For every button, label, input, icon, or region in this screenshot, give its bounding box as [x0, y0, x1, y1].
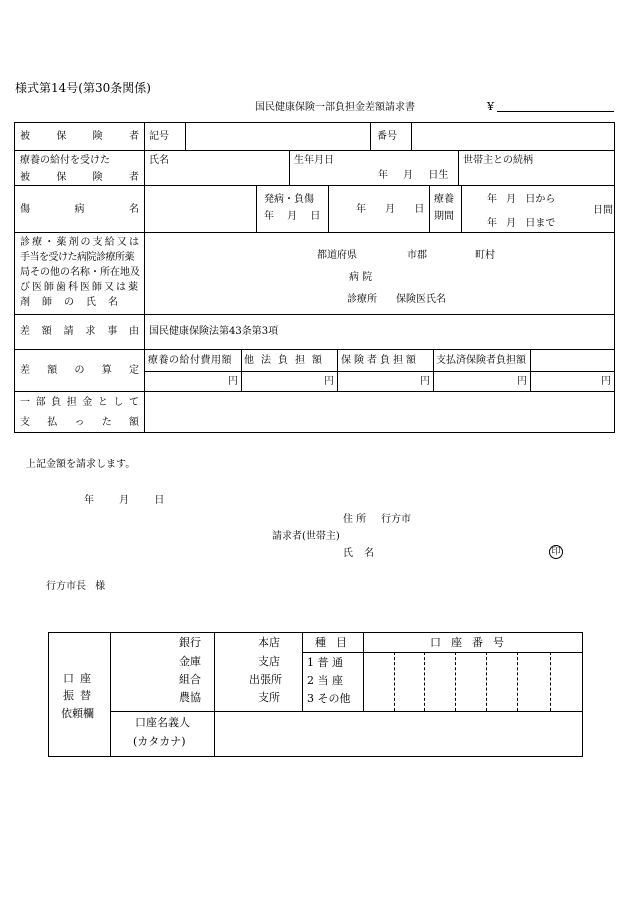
injury-label: 傷 病 名: [20, 204, 139, 215]
doctor-label: 保険医氏名: [396, 294, 446, 305]
provider-label-line4: び医師歯科医師又は薬: [20, 282, 140, 293]
institution-type-bank: 銀行: [179, 636, 201, 649]
bank-label-line3: 依頼欄: [61, 707, 94, 720]
addressee: 行方市長 様: [46, 581, 106, 592]
account-holder-field[interactable]: [215, 712, 581, 756]
address-value: 行方市: [381, 514, 411, 525]
kigou-field[interactable]: [186, 124, 369, 149]
insured-label: 被 保 険 者: [20, 131, 139, 142]
address-label: 住 所: [343, 514, 367, 525]
form-code: 様式第14号(第30条関係): [15, 81, 151, 95]
calc-label: 差 額 の 算 定: [20, 365, 139, 376]
branch-type-shiten: 支店: [258, 655, 280, 668]
reason-value: 国民健康保険法第43条第3項: [149, 326, 279, 337]
birth-date-label: 生年月日: [294, 155, 334, 166]
seal-mark: 印: [549, 545, 563, 559]
holder-label-line1: 口座名義人: [135, 716, 190, 729]
reason-label: 差 額 請 求 事 由: [20, 326, 139, 337]
clinic-label: 診療所: [347, 294, 377, 305]
name-label: 氏名: [149, 155, 169, 166]
calc-header-insurer: 保険者負担額: [341, 355, 419, 366]
institution-type-kinko: 金庫: [179, 655, 201, 668]
recipient-name-field[interactable]: [145, 167, 288, 184]
hospital-label: 病 院: [349, 272, 373, 283]
insurer-amount-field[interactable]: [338, 372, 432, 390]
calc-unit-3: 円: [420, 376, 430, 387]
bank-transfer-box: [48, 632, 583, 757]
provider-label-line5: 剤師の氏名: [20, 297, 130, 308]
account-type-other[interactable]: 3 その他: [307, 692, 351, 705]
recipient-label-line1: 療養の給付を受けた: [20, 155, 110, 166]
provider-label-line1: 診 療 ・ 薬 剤 の 支 給 又 は: [20, 237, 139, 248]
birth-date-format: 年 月 日生: [378, 170, 449, 181]
calc-header-other: 他法負担額: [244, 355, 329, 366]
bank-label-line1: 口座: [63, 672, 97, 685]
period-from-format: 年 月 日から: [487, 194, 556, 205]
period-days: 日間: [593, 205, 613, 216]
town-label: 町村: [475, 250, 495, 261]
prefecture-label: 都道府県: [317, 250, 357, 261]
calc-unit-1: 円: [228, 376, 238, 387]
account-number-header: 口座番号: [430, 636, 514, 649]
institution-type-nokyo: 農協: [179, 691, 201, 704]
other-amount-field[interactable]: [242, 372, 336, 390]
form-title: 国民健康保険一部負担金差額請求書: [255, 102, 415, 113]
name-label: 氏 名: [343, 548, 375, 559]
account-number-field[interactable]: [364, 653, 581, 710]
branch-type-shisho: 支所: [258, 691, 280, 704]
paid-insurer-amount-field[interactable]: [434, 372, 529, 390]
holder-label-line2: (カタカナ): [133, 735, 186, 748]
kigou-label: 記号: [149, 131, 169, 142]
branch-name-field[interactable]: [216, 634, 248, 710]
bank-label-line2: 振替: [63, 689, 97, 702]
injury-name-field[interactable]: [145, 186, 255, 231]
claim-amount-field[interactable]: [500, 100, 612, 112]
account-type-header: 種目: [315, 636, 357, 649]
city-label: 市郡: [407, 250, 427, 261]
calc-unit-5: 円: [601, 376, 611, 387]
period-label-line1: 療養: [434, 194, 454, 205]
bangou-label: 番号: [377, 131, 397, 142]
relationship-label: 世帯主との続柄: [463, 155, 533, 166]
calc-unit-4: 円: [517, 376, 527, 387]
calc-unit-2: 円: [324, 376, 334, 387]
institution-name-field[interactable]: [112, 634, 174, 710]
onset-label-line2: 年 月 日: [264, 211, 321, 222]
onset-label-line1: 発病・負傷: [264, 194, 314, 205]
onset-date-format: 年 月 日: [356, 204, 425, 215]
account-type-current[interactable]: 2 当 座: [307, 674, 343, 687]
branch-type-honten: 本店: [258, 636, 280, 649]
cost-amount-field[interactable]: [145, 372, 240, 390]
branch-type-shucchojo: 出張所: [249, 673, 282, 686]
calc-header-cost: 療養の給付費用額: [148, 355, 232, 366]
provider-field[interactable]: [145, 233, 614, 313]
claim-table: [14, 122, 615, 433]
yen-symbol: ¥: [487, 100, 494, 113]
recipient-label-line2: 被 保 険 者: [20, 172, 139, 183]
period-label-line2: 期間: [434, 211, 454, 222]
paid-label-line2: 支 払 っ た 額: [20, 417, 139, 428]
bangou-field[interactable]: [412, 124, 612, 149]
claimant-name-field[interactable]: [381, 545, 541, 559]
paid-amount-field[interactable]: [145, 392, 614, 432]
paid-label-line1: 一 部 負 担 金 と し て: [20, 397, 139, 408]
period-to-format: 年 月 日まで: [487, 218, 556, 229]
claim-statement: 上記金額を請求します。: [26, 459, 136, 470]
claimant-label: 請求者(世帯主): [272, 531, 340, 542]
institution-type-kumiai: 組合: [179, 673, 201, 686]
calc-header-paid: 支払済保険者負担額: [436, 355, 526, 366]
difference-amount-field[interactable]: [531, 372, 613, 390]
provider-label-line3: 局その他の名称・所在地及: [20, 267, 140, 278]
relationship-field[interactable]: [459, 167, 613, 184]
claim-date-format: 年 月 日: [84, 495, 165, 506]
provider-label-line2: 手当を受けた病院診療所薬: [20, 252, 134, 263]
account-type-ordinary[interactable]: 1 普 通: [307, 656, 343, 669]
address-field[interactable]: [425, 511, 575, 525]
